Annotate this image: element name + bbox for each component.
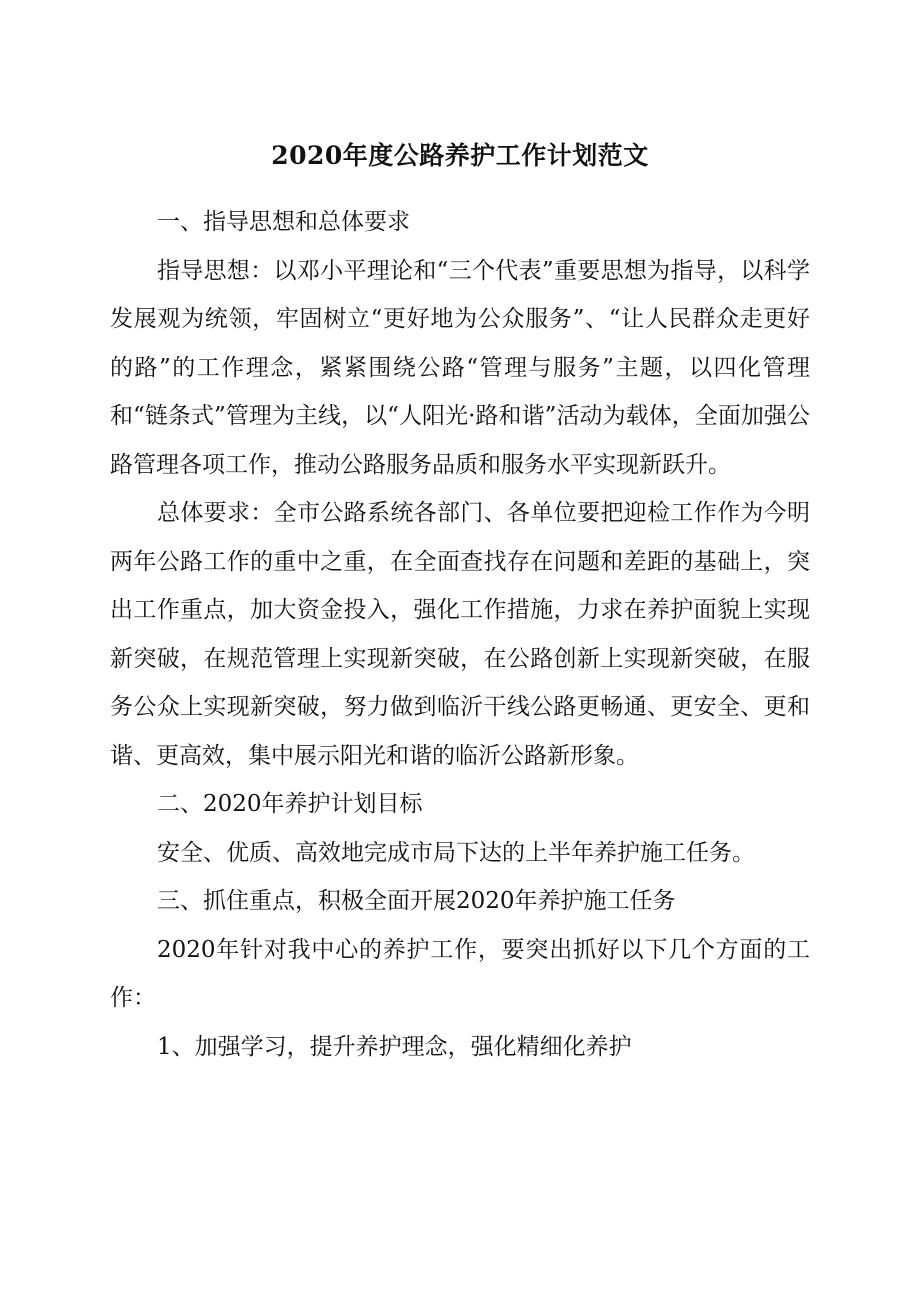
subsection-heading-1: 1、加强学习，提升养护理念，强化精细化养护	[157, 1033, 632, 1060]
focus-paragraph: 2020年针对我中心的养护工作，要突出抓好以下几个方面的工作：	[110, 936, 810, 1011]
guiding-ideology-paragraph: 指导思想：以邓小平理论和“三个代表”重要思想为指导，以科学发展观为统领，牢固树立“更好地为公众服务”、“让人民群众走更好的路”的工作理念，紧紧围绕公路“管理与服务”主题，以四化管理和“链条式”管理为主线，以“人阳光·路和谐”活动为载体，全面加强公路管理各项工作，推动公路服务品质和服务水平实现新跃升。	[110, 257, 810, 478]
section-heading-3: 三、抓住重点，积极全面开展2020年养护施工任务	[157, 888, 676, 914]
document-body	[110, 198, 810, 1071]
target-paragraph: 安全、优质、高效地完成市局下达的上半年养护施工任务。	[157, 839, 755, 866]
section-heading-2: 二、2020年养护计划目标	[157, 791, 423, 817]
section-heading-1: 一、指导思想和总体要求	[157, 209, 410, 235]
overall-requirements-paragraph: 总体要求：全市公路系统各部门、各单位要把迎检工作作为今明两年公路工作的重中之重，在全面查找存在问题和差距的基础上，突出工作重点，加大资金投入，强化工作措施，力求在养护面貌上实现新突破，在规范管理上实现新突破，在公路创新上实现新突破，在服务公众上实现新突破，努力做到临沂干线公路更畅通、更安全、更和谐、更高效，集中展示阳光和谐的临沂公路新形象。	[110, 500, 810, 769]
document-title: 2020年度公路养护工作计划范文	[271, 141, 649, 170]
